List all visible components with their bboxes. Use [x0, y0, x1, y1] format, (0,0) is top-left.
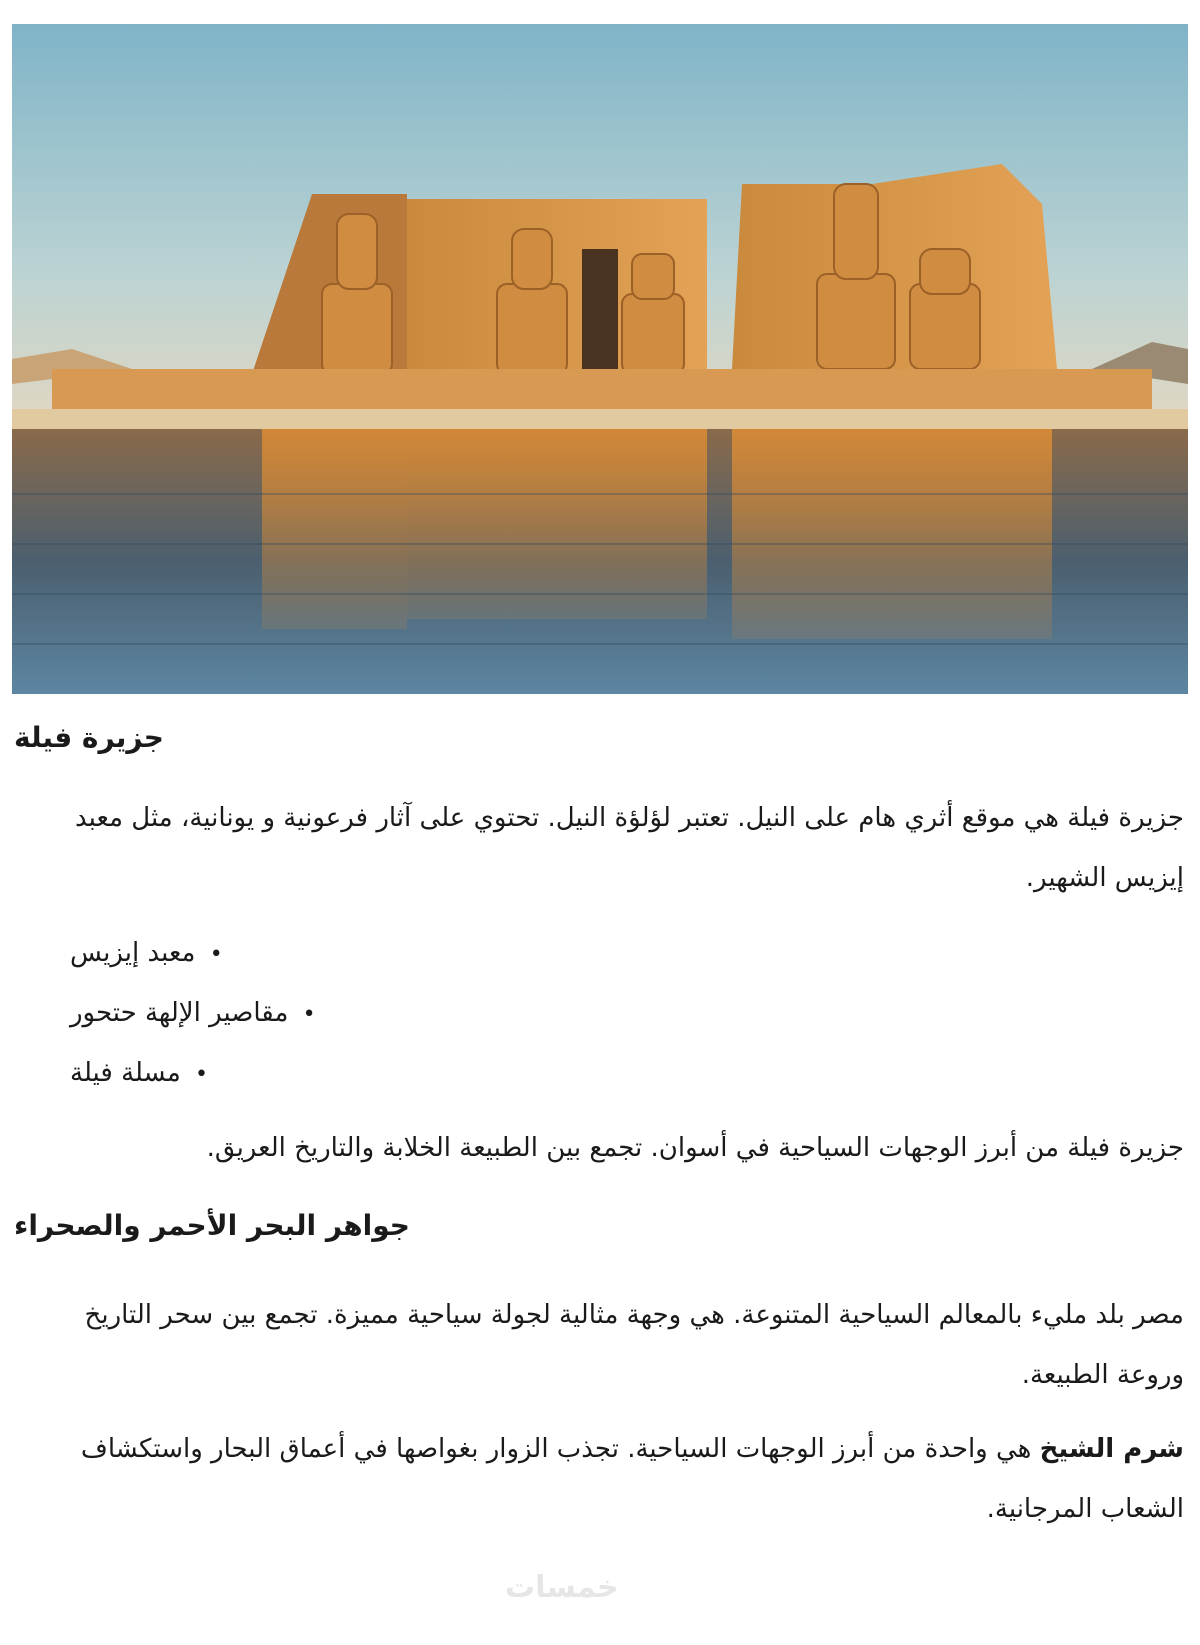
hero-image — [12, 24, 1188, 694]
list-item: مقاصير الإلهة حتحور • — [70, 998, 316, 1029]
section-heading-philae: جزيرة فيلة — [14, 721, 164, 754]
sharm-paragraph: شرم الشيخ هي واحدة من أبرز الوجهات السياحية. تجذب الزوار بغواصها في أعماق البحار واستكشاف الشعاب المرجانية. — [80, 1433, 1184, 1524]
egypt-intro-paragraph: مصر بلد مليء بالمعالم السياحية المتنوعة. هي وجهة مثالية لجولة سياحية مميزة. تجمع بين سحر التاريخ وروعة الطبيعة. — [84, 1299, 1184, 1390]
philae-intro-paragraph: جزيرة فيلة هي موقع أثري هام على النيل. تعتبر لؤلؤة النيل. تحتوي على آثار فرعونية و يونانية، مثل معبد إيزيس الشهير. — [75, 803, 1184, 894]
sharm-bold-term: شرم الشيخ — [1039, 1433, 1184, 1464]
article-content — [14, 720, 1184, 1539]
list-item: مسلة فيلة • — [70, 1058, 209, 1089]
list-item: معبد إيزيس • — [70, 938, 223, 969]
bullet-icon: • — [209, 942, 223, 968]
philae-attractions-list — [14, 924, 1184, 1104]
bullet-icon: • — [195, 1062, 209, 1088]
temple-illustration — [12, 24, 1188, 694]
bullet-icon: • — [302, 1002, 316, 1028]
section-heading-red-sea: جواهر البحر الأحمر والصحراء — [14, 1209, 410, 1243]
watermark-logo: خمسات — [505, 1570, 619, 1605]
philae-summary-paragraph: جزيرة فيلة من أبرز الوجهات السياحية في أسوان. تجمع بين الطبيعة الخلابة والتاريخ العريق. — [206, 1133, 1184, 1164]
